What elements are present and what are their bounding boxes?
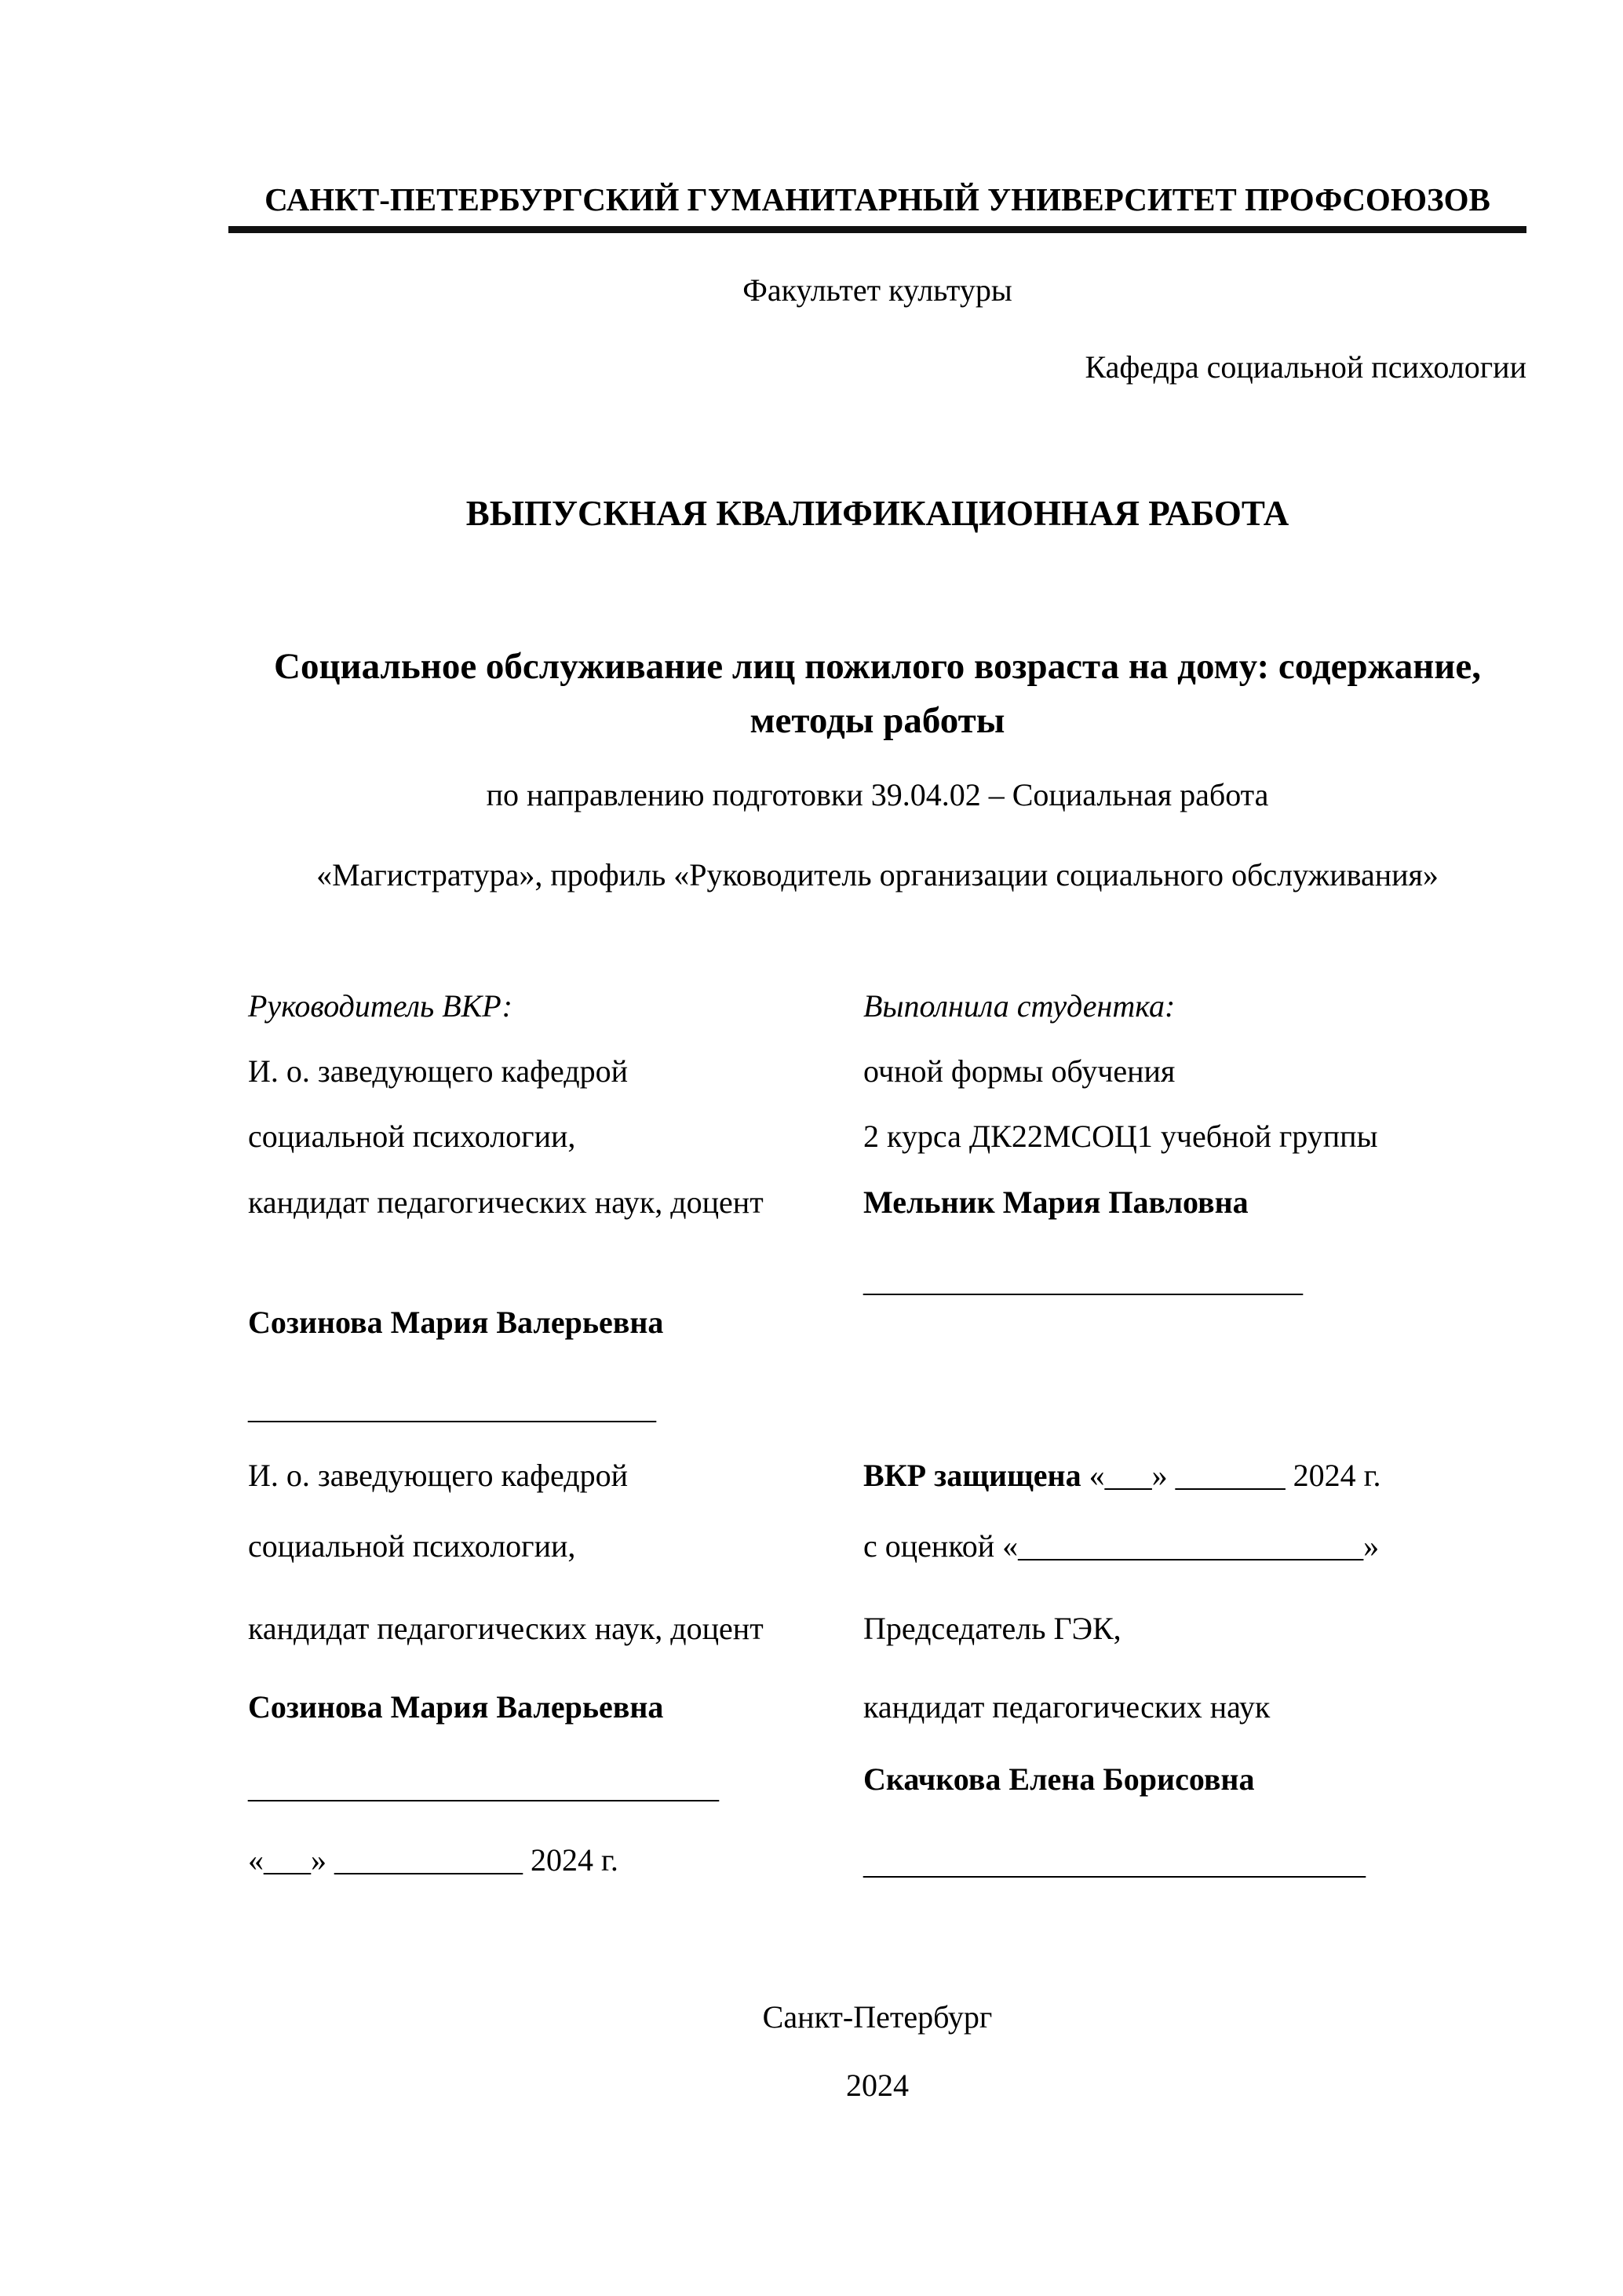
study-direction: по направлению подготовки 39.04.02 – Социальная работа (486, 777, 1269, 812)
student-heading: Выполнила студентка: (863, 988, 1176, 1024)
student-name: Мельник Мария Павловна (863, 1185, 1249, 1220)
thesis-title-line2: методы работы (749, 700, 1005, 741)
supervisor-position-line2: социальной психологии, (248, 1119, 576, 1154)
supervisor-name: Созинова Мария Валерьевна (248, 1305, 664, 1340)
supervisor-heading: Руководитель ВКР: (248, 988, 512, 1024)
gec-chair-degree: кандидат педагогических наук (863, 1689, 1271, 1725)
study-program: «Магистратура», профиль «Руководитель организации социального обслуживания» (316, 857, 1439, 892)
work-type-heading: ВЫПУСКНАЯ КВАЛИФИКАЦИОННАЯ РАБОТА (465, 494, 1289, 533)
faculty-name: Факультет культуры (742, 272, 1012, 308)
defense-grade-line: с оценкой «______________________» (863, 1528, 1380, 1564)
approver-date-line: «___» ____________ 2024 г. (248, 1842, 618, 1878)
gec-chair-heading: Председатель ГЭК, (863, 1611, 1122, 1646)
year-label: 2024 (846, 2068, 909, 2103)
city-name: Санкт-Петербург (762, 1999, 993, 2035)
header-rule (228, 226, 1526, 233)
approver-position-line2: социальной психологии, (248, 1528, 576, 1564)
defense-date-blank: «___» _______ 2024 г. (1081, 1458, 1381, 1493)
student-group: 2 курса ДК22МСОЦ1 учебной группы (863, 1119, 1378, 1154)
gec-chair-name: Скачкова Елена Борисовна (863, 1761, 1255, 1797)
student-signature-line: ____________________________ (863, 1263, 1303, 1298)
university-name: САНКТ-ПЕТЕРБУРГСКИЙ ГУМАНИТАРНЫЙ УНИВЕРСИТЕТ ПРОФСОЮЗОВ (264, 181, 1490, 217)
thesis-title-line1: Социальное обслуживание лиц пожилого возраста на дому: содержание, (274, 646, 1481, 687)
gec-chair-signature-line: ________________________________ (863, 1845, 1366, 1881)
defense-date-label: ВКР защищена (863, 1458, 1081, 1493)
approver-position-line1: И. о. заведующего кафедрой (248, 1458, 629, 1493)
approver-signature-line: ______________________________ (248, 1769, 719, 1805)
department-name: Кафедра социальной психологии (1085, 349, 1526, 385)
supervisor-signature-line: __________________________ (248, 1390, 656, 1425)
student-study-form: очной формы обучения (863, 1053, 1176, 1089)
supervisor-position-line1: И. о. заведующего кафедрой (248, 1053, 629, 1089)
defense-date-line (863, 1458, 1380, 1493)
supervisor-position-line3: кандидат педагогических наук, доцент (248, 1185, 764, 1220)
approver-position-line3: кандидат педагогических наук, доцент (248, 1611, 764, 1646)
approver-name: Созинова Мария Валерьевна (248, 1689, 664, 1725)
